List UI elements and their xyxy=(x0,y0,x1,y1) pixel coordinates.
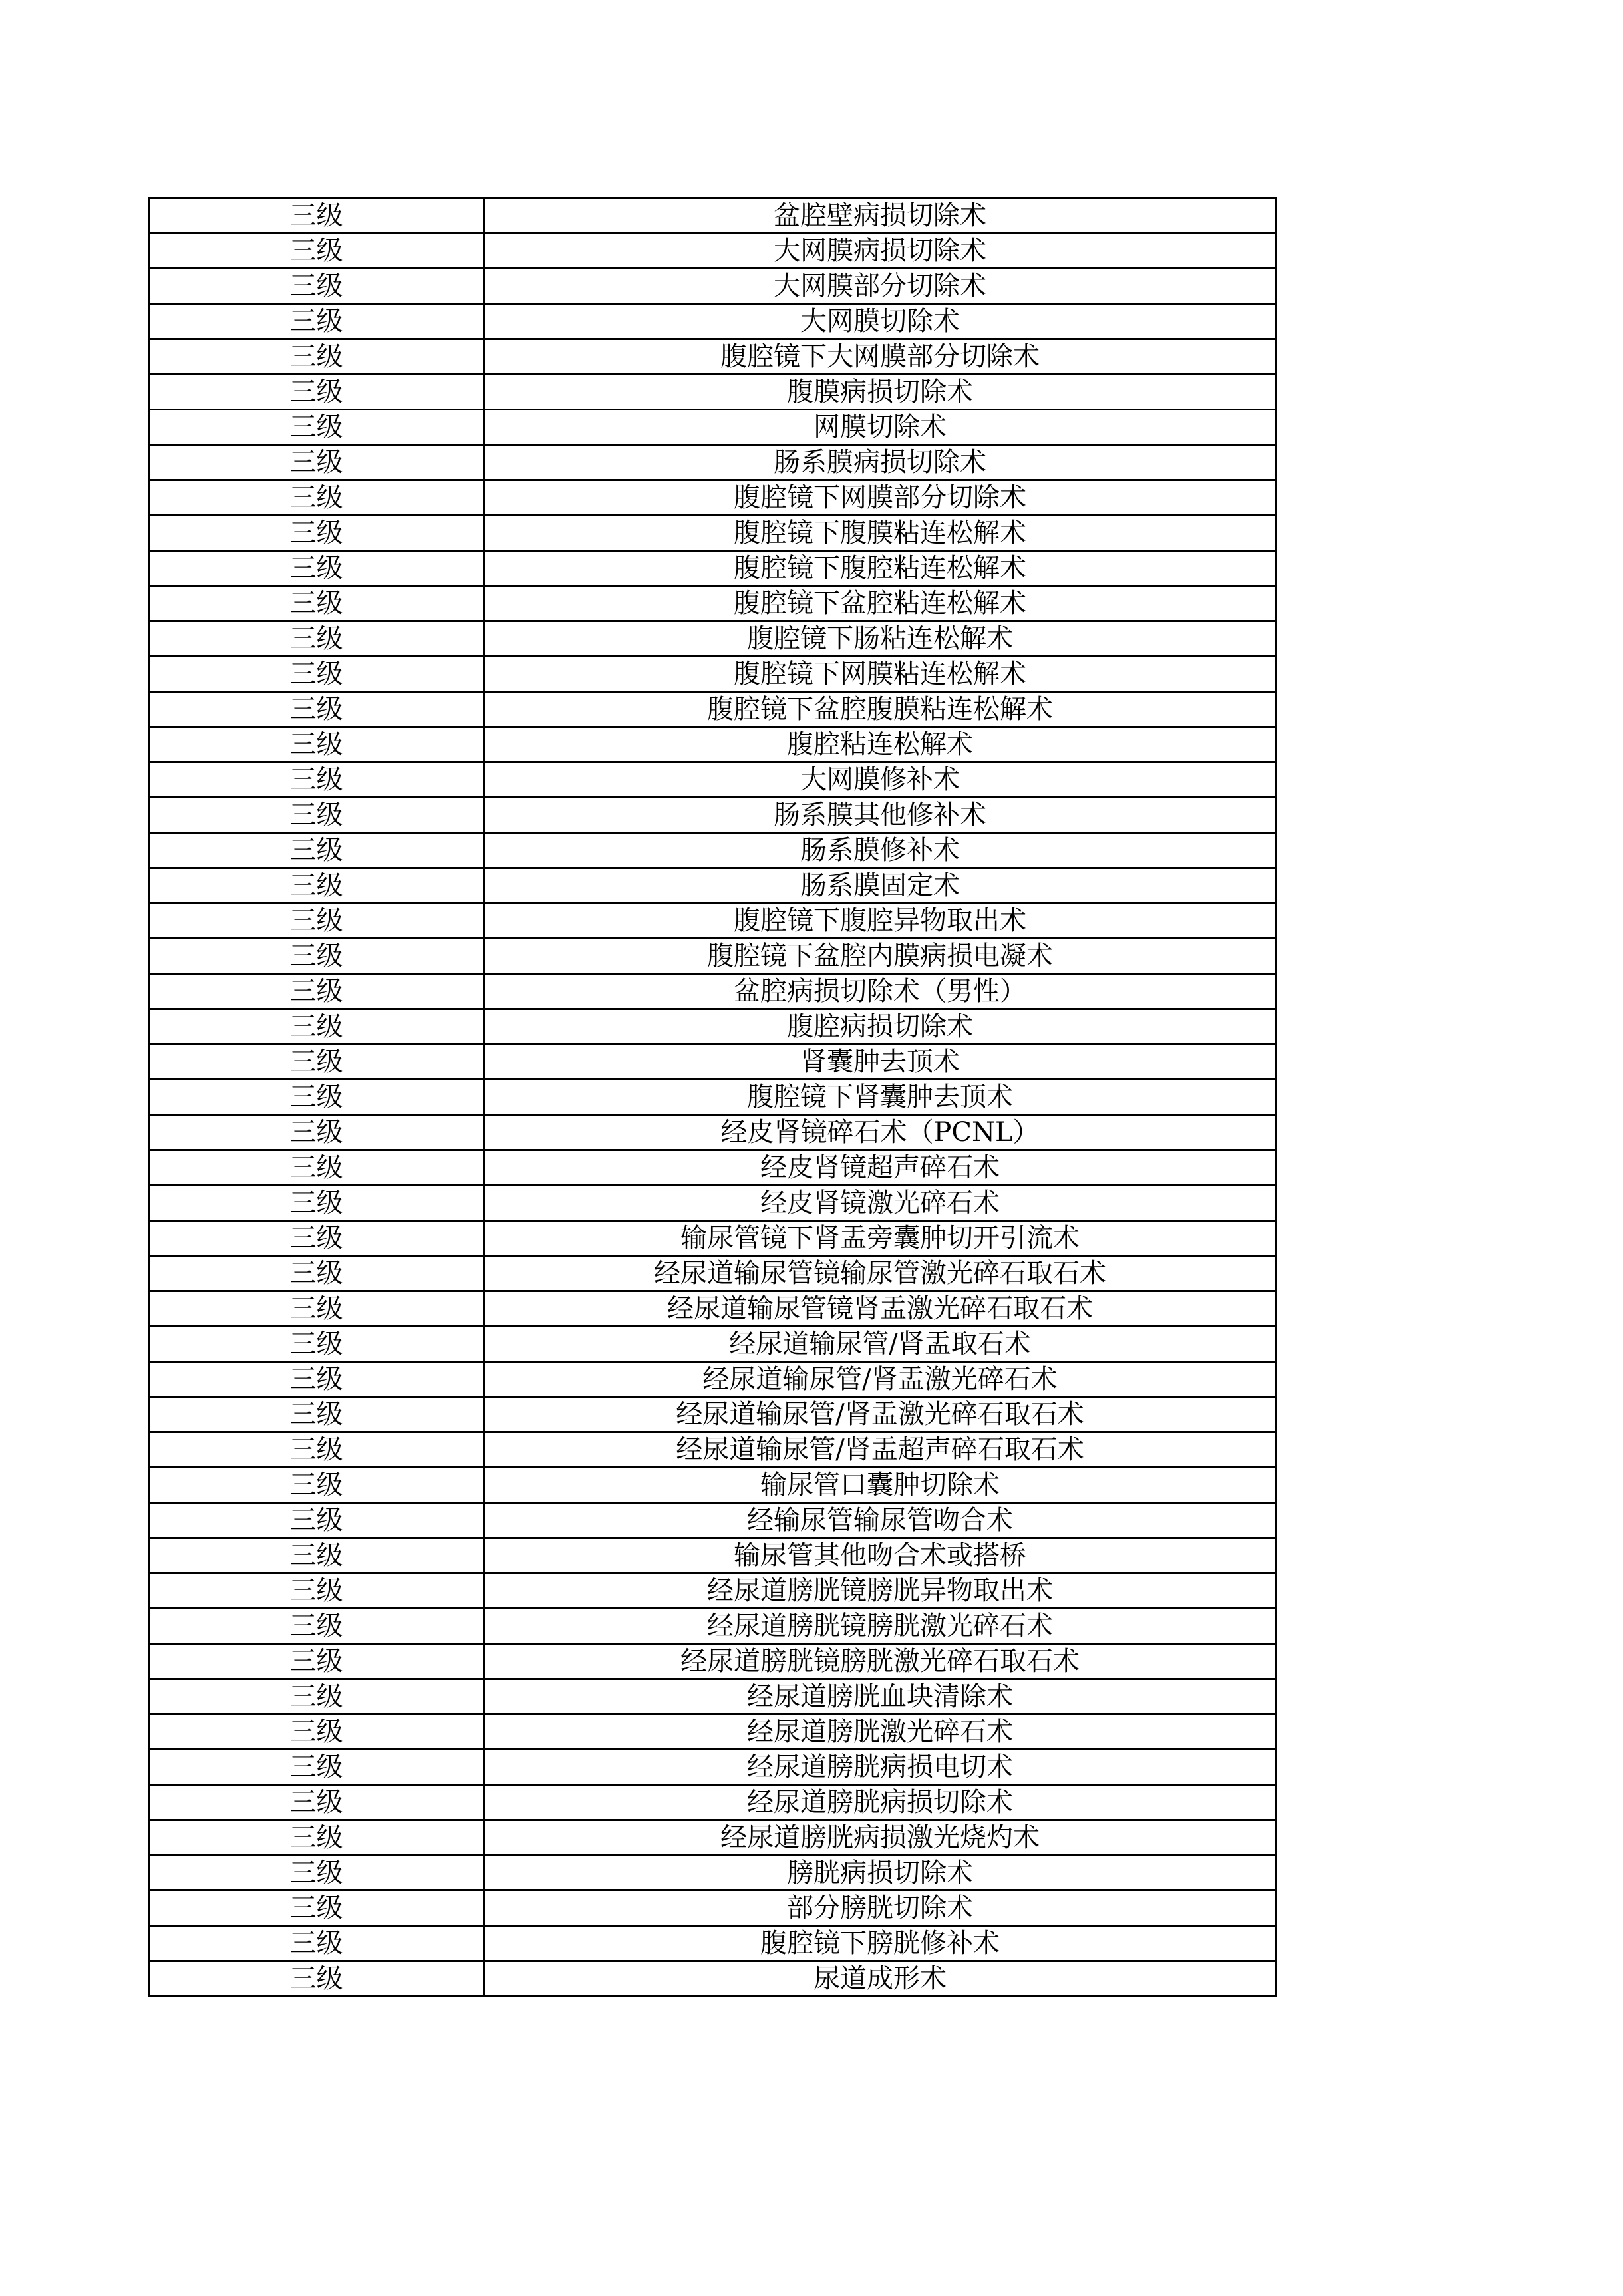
procedure-name-cell: 腹腔镜下肾囊肿去顶术 xyxy=(484,1080,1276,1115)
table-row xyxy=(149,1186,1276,1221)
table-row xyxy=(149,657,1276,692)
level-cell: 三级 xyxy=(149,198,484,234)
table-row xyxy=(149,868,1276,903)
level-cell: 三级 xyxy=(149,1785,484,1820)
table-row xyxy=(149,1679,1276,1715)
level-cell: 三级 xyxy=(149,1856,484,1891)
procedure-name-cell: 腹腔镜下肠粘连松解术 xyxy=(484,621,1276,657)
procedure-name-cell: 尿道成形术 xyxy=(484,1961,1276,1997)
table-row xyxy=(149,621,1276,657)
procedure-name-cell: 经皮肾镜激光碎石术 xyxy=(484,1186,1276,1221)
table-row xyxy=(149,1503,1276,1538)
level-cell: 三级 xyxy=(149,339,484,375)
procedure-name-cell: 经尿道膀胱镜膀胱异物取出术 xyxy=(484,1573,1276,1609)
procedure-name-cell: 腹腔镜下膀胱修补术 xyxy=(484,1926,1276,1961)
procedure-name-cell: 腹膜病损切除术 xyxy=(484,375,1276,410)
procedure-name-cell: 经尿道膀胱病损电切术 xyxy=(484,1750,1276,1785)
table-row xyxy=(149,1820,1276,1856)
table-row xyxy=(149,1045,1276,1080)
level-cell: 三级 xyxy=(149,410,484,445)
procedure-name-cell: 腹腔镜下盆腔内膜病损电凝术 xyxy=(484,939,1276,974)
procedure-name-cell: 经尿道膀胱血块清除术 xyxy=(484,1679,1276,1715)
procedure-name-cell: 腹腔镜下网膜部分切除术 xyxy=(484,480,1276,516)
procedure-name-cell: 经尿道输尿管/肾盂取石术 xyxy=(484,1327,1276,1362)
procedure-name-cell: 经尿道膀胱病损激光烧灼术 xyxy=(484,1820,1276,1856)
table-row xyxy=(149,727,1276,762)
level-cell: 三级 xyxy=(149,1750,484,1785)
level-cell: 三级 xyxy=(149,1291,484,1327)
procedure-name-cell: 部分膀胱切除术 xyxy=(484,1891,1276,1926)
table-row xyxy=(149,1785,1276,1820)
level-cell: 三级 xyxy=(149,1045,484,1080)
table-row xyxy=(149,1362,1276,1397)
procedure-name-cell: 经尿道膀胱激光碎石术 xyxy=(484,1715,1276,1750)
table-row xyxy=(149,1397,1276,1432)
table-row xyxy=(149,798,1276,833)
level-cell: 三级 xyxy=(149,868,484,903)
procedure-name-cell: 大网膜修补术 xyxy=(484,762,1276,798)
table-row xyxy=(149,1538,1276,1573)
level-cell: 三级 xyxy=(149,903,484,939)
level-cell: 三级 xyxy=(149,692,484,727)
level-cell: 三级 xyxy=(149,833,484,868)
table-row xyxy=(149,1256,1276,1291)
procedure-name-cell: 肠系膜病损切除术 xyxy=(484,445,1276,480)
level-cell: 三级 xyxy=(149,1926,484,1961)
procedure-name-cell: 经皮肾镜碎石术（PCNL） xyxy=(484,1115,1276,1150)
procedure-table-body xyxy=(149,198,1276,1997)
level-cell: 三级 xyxy=(149,1679,484,1715)
table-row xyxy=(149,1891,1276,1926)
procedure-name-cell: 大网膜部分切除术 xyxy=(484,269,1276,304)
level-cell: 三级 xyxy=(149,621,484,657)
table-row xyxy=(149,586,1276,621)
table-row xyxy=(149,1432,1276,1468)
table-row xyxy=(149,1856,1276,1891)
level-cell: 三级 xyxy=(149,1221,484,1256)
procedure-name-cell: 大网膜切除术 xyxy=(484,304,1276,339)
table-row xyxy=(149,1750,1276,1785)
level-cell: 三级 xyxy=(149,1573,484,1609)
level-cell: 三级 xyxy=(149,445,484,480)
table-row xyxy=(149,939,1276,974)
procedure-name-cell: 腹腔镜下腹膜粘连松解术 xyxy=(484,516,1276,551)
table-row xyxy=(149,551,1276,586)
level-cell: 三级 xyxy=(149,269,484,304)
procedure-name-cell: 腹腔镜下盆腔腹膜粘连松解术 xyxy=(484,692,1276,727)
procedure-name-cell: 腹腔镜下盆腔粘连松解术 xyxy=(484,586,1276,621)
level-cell: 三级 xyxy=(149,1644,484,1679)
level-cell: 三级 xyxy=(149,516,484,551)
level-cell: 三级 xyxy=(149,304,484,339)
procedure-name-cell: 腹腔镜下大网膜部分切除术 xyxy=(484,339,1276,375)
procedure-name-cell: 经尿道膀胱镜膀胱激光碎石术 xyxy=(484,1609,1276,1644)
table-row xyxy=(149,1221,1276,1256)
level-cell: 三级 xyxy=(149,1820,484,1856)
procedure-name-cell: 输尿管其他吻合术或搭桥 xyxy=(484,1538,1276,1573)
level-cell: 三级 xyxy=(149,1009,484,1045)
level-cell: 三级 xyxy=(149,1397,484,1432)
table-row xyxy=(149,234,1276,269)
procedure-name-cell: 经尿道输尿管镜输尿管激光碎石取石术 xyxy=(484,1256,1276,1291)
level-cell: 三级 xyxy=(149,1715,484,1750)
procedure-name-cell: 经尿道输尿管/肾盂激光碎石取石术 xyxy=(484,1397,1276,1432)
table-row xyxy=(149,1327,1276,1362)
procedure-name-cell: 肾囊肿去顶术 xyxy=(484,1045,1276,1080)
level-cell: 三级 xyxy=(149,798,484,833)
level-cell: 三级 xyxy=(149,1432,484,1468)
level-cell: 三级 xyxy=(149,974,484,1009)
table-row xyxy=(149,1961,1276,1997)
procedure-name-cell: 经尿道输尿管/肾盂超声碎石取石术 xyxy=(484,1432,1276,1468)
procedure-name-cell: 肠系膜其他修补术 xyxy=(484,798,1276,833)
level-cell: 三级 xyxy=(149,1503,484,1538)
level-cell: 三级 xyxy=(149,1468,484,1503)
procedure-name-cell: 腹腔粘连松解术 xyxy=(484,727,1276,762)
table-row xyxy=(149,480,1276,516)
procedure-name-cell: 大网膜病损切除术 xyxy=(484,234,1276,269)
table-row xyxy=(149,410,1276,445)
level-cell: 三级 xyxy=(149,1080,484,1115)
table-row xyxy=(149,833,1276,868)
procedure-name-cell: 肠系膜修补术 xyxy=(484,833,1276,868)
level-cell: 三级 xyxy=(149,1891,484,1926)
table-row xyxy=(149,974,1276,1009)
procedure-name-cell: 腹腔镜下腹腔粘连松解术 xyxy=(484,551,1276,586)
table-row xyxy=(149,198,1276,234)
procedure-table xyxy=(148,197,1277,1997)
procedure-name-cell: 经皮肾镜超声碎石术 xyxy=(484,1150,1276,1186)
level-cell: 三级 xyxy=(149,551,484,586)
procedure-name-cell: 网膜切除术 xyxy=(484,410,1276,445)
table-row xyxy=(149,375,1276,410)
level-cell: 三级 xyxy=(149,1327,484,1362)
table-row xyxy=(149,1926,1276,1961)
procedure-name-cell: 经尿道输尿管/肾盂激光碎石术 xyxy=(484,1362,1276,1397)
table-row xyxy=(149,1150,1276,1186)
table-row xyxy=(149,1080,1276,1115)
level-cell: 三级 xyxy=(149,586,484,621)
level-cell: 三级 xyxy=(149,939,484,974)
level-cell: 三级 xyxy=(149,480,484,516)
table-row xyxy=(149,692,1276,727)
table-row xyxy=(149,445,1276,480)
procedure-name-cell: 腹腔病损切除术 xyxy=(484,1009,1276,1045)
table-row xyxy=(149,339,1276,375)
level-cell: 三级 xyxy=(149,727,484,762)
table-row xyxy=(149,1644,1276,1679)
procedure-name-cell: 腹腔镜下腹腔异物取出术 xyxy=(484,903,1276,939)
level-cell: 三级 xyxy=(149,1150,484,1186)
level-cell: 三级 xyxy=(149,657,484,692)
table-row xyxy=(149,1715,1276,1750)
procedure-name-cell: 输尿管镜下肾盂旁囊肿切开引流术 xyxy=(484,1221,1276,1256)
table-row xyxy=(149,903,1276,939)
procedure-name-cell: 腹腔镜下网膜粘连松解术 xyxy=(484,657,1276,692)
table-row xyxy=(149,304,1276,339)
procedure-name-cell: 经输尿管输尿管吻合术 xyxy=(484,1503,1276,1538)
procedure-name-cell: 输尿管口囊肿切除术 xyxy=(484,1468,1276,1503)
procedure-name-cell: 膀胱病损切除术 xyxy=(484,1856,1276,1891)
level-cell: 三级 xyxy=(149,1256,484,1291)
procedure-name-cell: 经尿道输尿管镜肾盂激光碎石取石术 xyxy=(484,1291,1276,1327)
table-row xyxy=(149,762,1276,798)
table-row xyxy=(149,1468,1276,1503)
level-cell: 三级 xyxy=(149,1538,484,1573)
level-cell: 三级 xyxy=(149,1961,484,1997)
table-row xyxy=(149,1573,1276,1609)
procedure-name-cell: 经尿道膀胱镜膀胱激光碎石取石术 xyxy=(484,1644,1276,1679)
level-cell: 三级 xyxy=(149,762,484,798)
procedure-name-cell: 盆腔病损切除术（男性） xyxy=(484,974,1276,1009)
level-cell: 三级 xyxy=(149,1609,484,1644)
level-cell: 三级 xyxy=(149,1115,484,1150)
procedure-name-cell: 经尿道膀胱病损切除术 xyxy=(484,1785,1276,1820)
level-cell: 三级 xyxy=(149,1186,484,1221)
level-cell: 三级 xyxy=(149,1362,484,1397)
table-row xyxy=(149,269,1276,304)
table-row xyxy=(149,1115,1276,1150)
procedure-name-cell: 肠系膜固定术 xyxy=(484,868,1276,903)
procedure-name-cell: 盆腔壁病损切除术 xyxy=(484,198,1276,234)
table-row xyxy=(149,516,1276,551)
table-row xyxy=(149,1609,1276,1644)
level-cell: 三级 xyxy=(149,234,484,269)
table-row xyxy=(149,1291,1276,1327)
table-row xyxy=(149,1009,1276,1045)
level-cell: 三级 xyxy=(149,375,484,410)
